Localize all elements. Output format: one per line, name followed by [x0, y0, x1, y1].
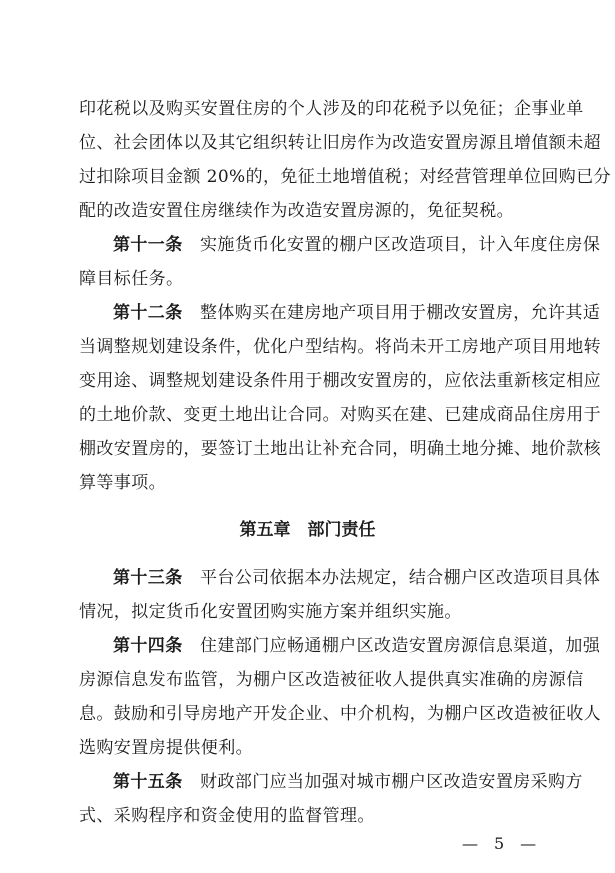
- article-11-text: 实施货币化安置的棚户区改造项目，计入年度住房保: [200, 235, 601, 255]
- article-11-label: 第十一条: [113, 235, 183, 255]
- body-line: 选购安置房提供便利。: [79, 738, 253, 758]
- article-13-line: [113, 564, 601, 592]
- body-line: 当调整规划建设条件，优化户型结构。将尚未开工房地产项目用地转: [79, 337, 601, 357]
- article-12-label: 第十二条: [113, 303, 183, 323]
- article-14-label: 第十四条: [113, 636, 183, 656]
- article-13-label: 第十三条: [113, 568, 183, 588]
- page-number: — 5 —: [462, 834, 537, 853]
- article-12-text: 整体购买在建房地产项目用于棚改安置房，允许其适: [200, 303, 601, 323]
- body-line: 印花税以及购买安置住房的个人涉及的印花税予以免征；企事业单: [79, 99, 584, 119]
- body-line: 息。鼓励和引导房地产开发企业、中介机构，为棚户区改造被征收人: [79, 704, 601, 724]
- body-line: 障目标任务。: [79, 269, 184, 289]
- article-15-text: 财政部门应当加强对城市棚户区改造安置房采购方: [200, 772, 583, 792]
- body-line: 情况，拟定货币化安置团购实施方案并组织实施。: [79, 602, 462, 622]
- article-11-line: [113, 231, 601, 259]
- article-14-line: [113, 632, 601, 660]
- body-line: 位、社会团体以及其它组织转让旧房作为改造安置房源且增值额未超: [79, 133, 601, 153]
- chapter-heading: 第五章 部门责任: [239, 520, 376, 540]
- body-line: 过扣除项目金额 20%的，免征土地增值税；对经营管理单位回购已分: [79, 167, 611, 187]
- article-15-line: [113, 768, 589, 796]
- article-12-line: [113, 299, 601, 327]
- body-line: 棚改安置房的，要签订土地出让补充合同，明确土地分摊、地价款核: [79, 439, 601, 459]
- body-line: 配的改造安置住房继续作为改造安置房源的，免征契税。: [79, 201, 514, 221]
- article-13-text: 平台公司依据本办法规定，结合棚户区改造项目具体: [200, 568, 601, 588]
- article-14-text: 住建部门应畅通棚户区改造安置房源信息渠道，加强: [200, 636, 601, 656]
- body-line: 式、采购程序和资金使用的监督管理。: [79, 806, 375, 826]
- article-15-label: 第十五条: [113, 772, 183, 792]
- body-line: 变用途、调整规划建设条件用于棚改安置房的，应依法重新核定相应: [79, 371, 601, 391]
- body-line: 算等事项。: [79, 473, 166, 493]
- body-line: 的土地价款、变更土地出让合同。对购买在建、已建成商品住房用于: [79, 405, 601, 425]
- body-line: 房源信息发布监管，为棚户区改造被征收人提供真实准确的房源信: [79, 670, 584, 690]
